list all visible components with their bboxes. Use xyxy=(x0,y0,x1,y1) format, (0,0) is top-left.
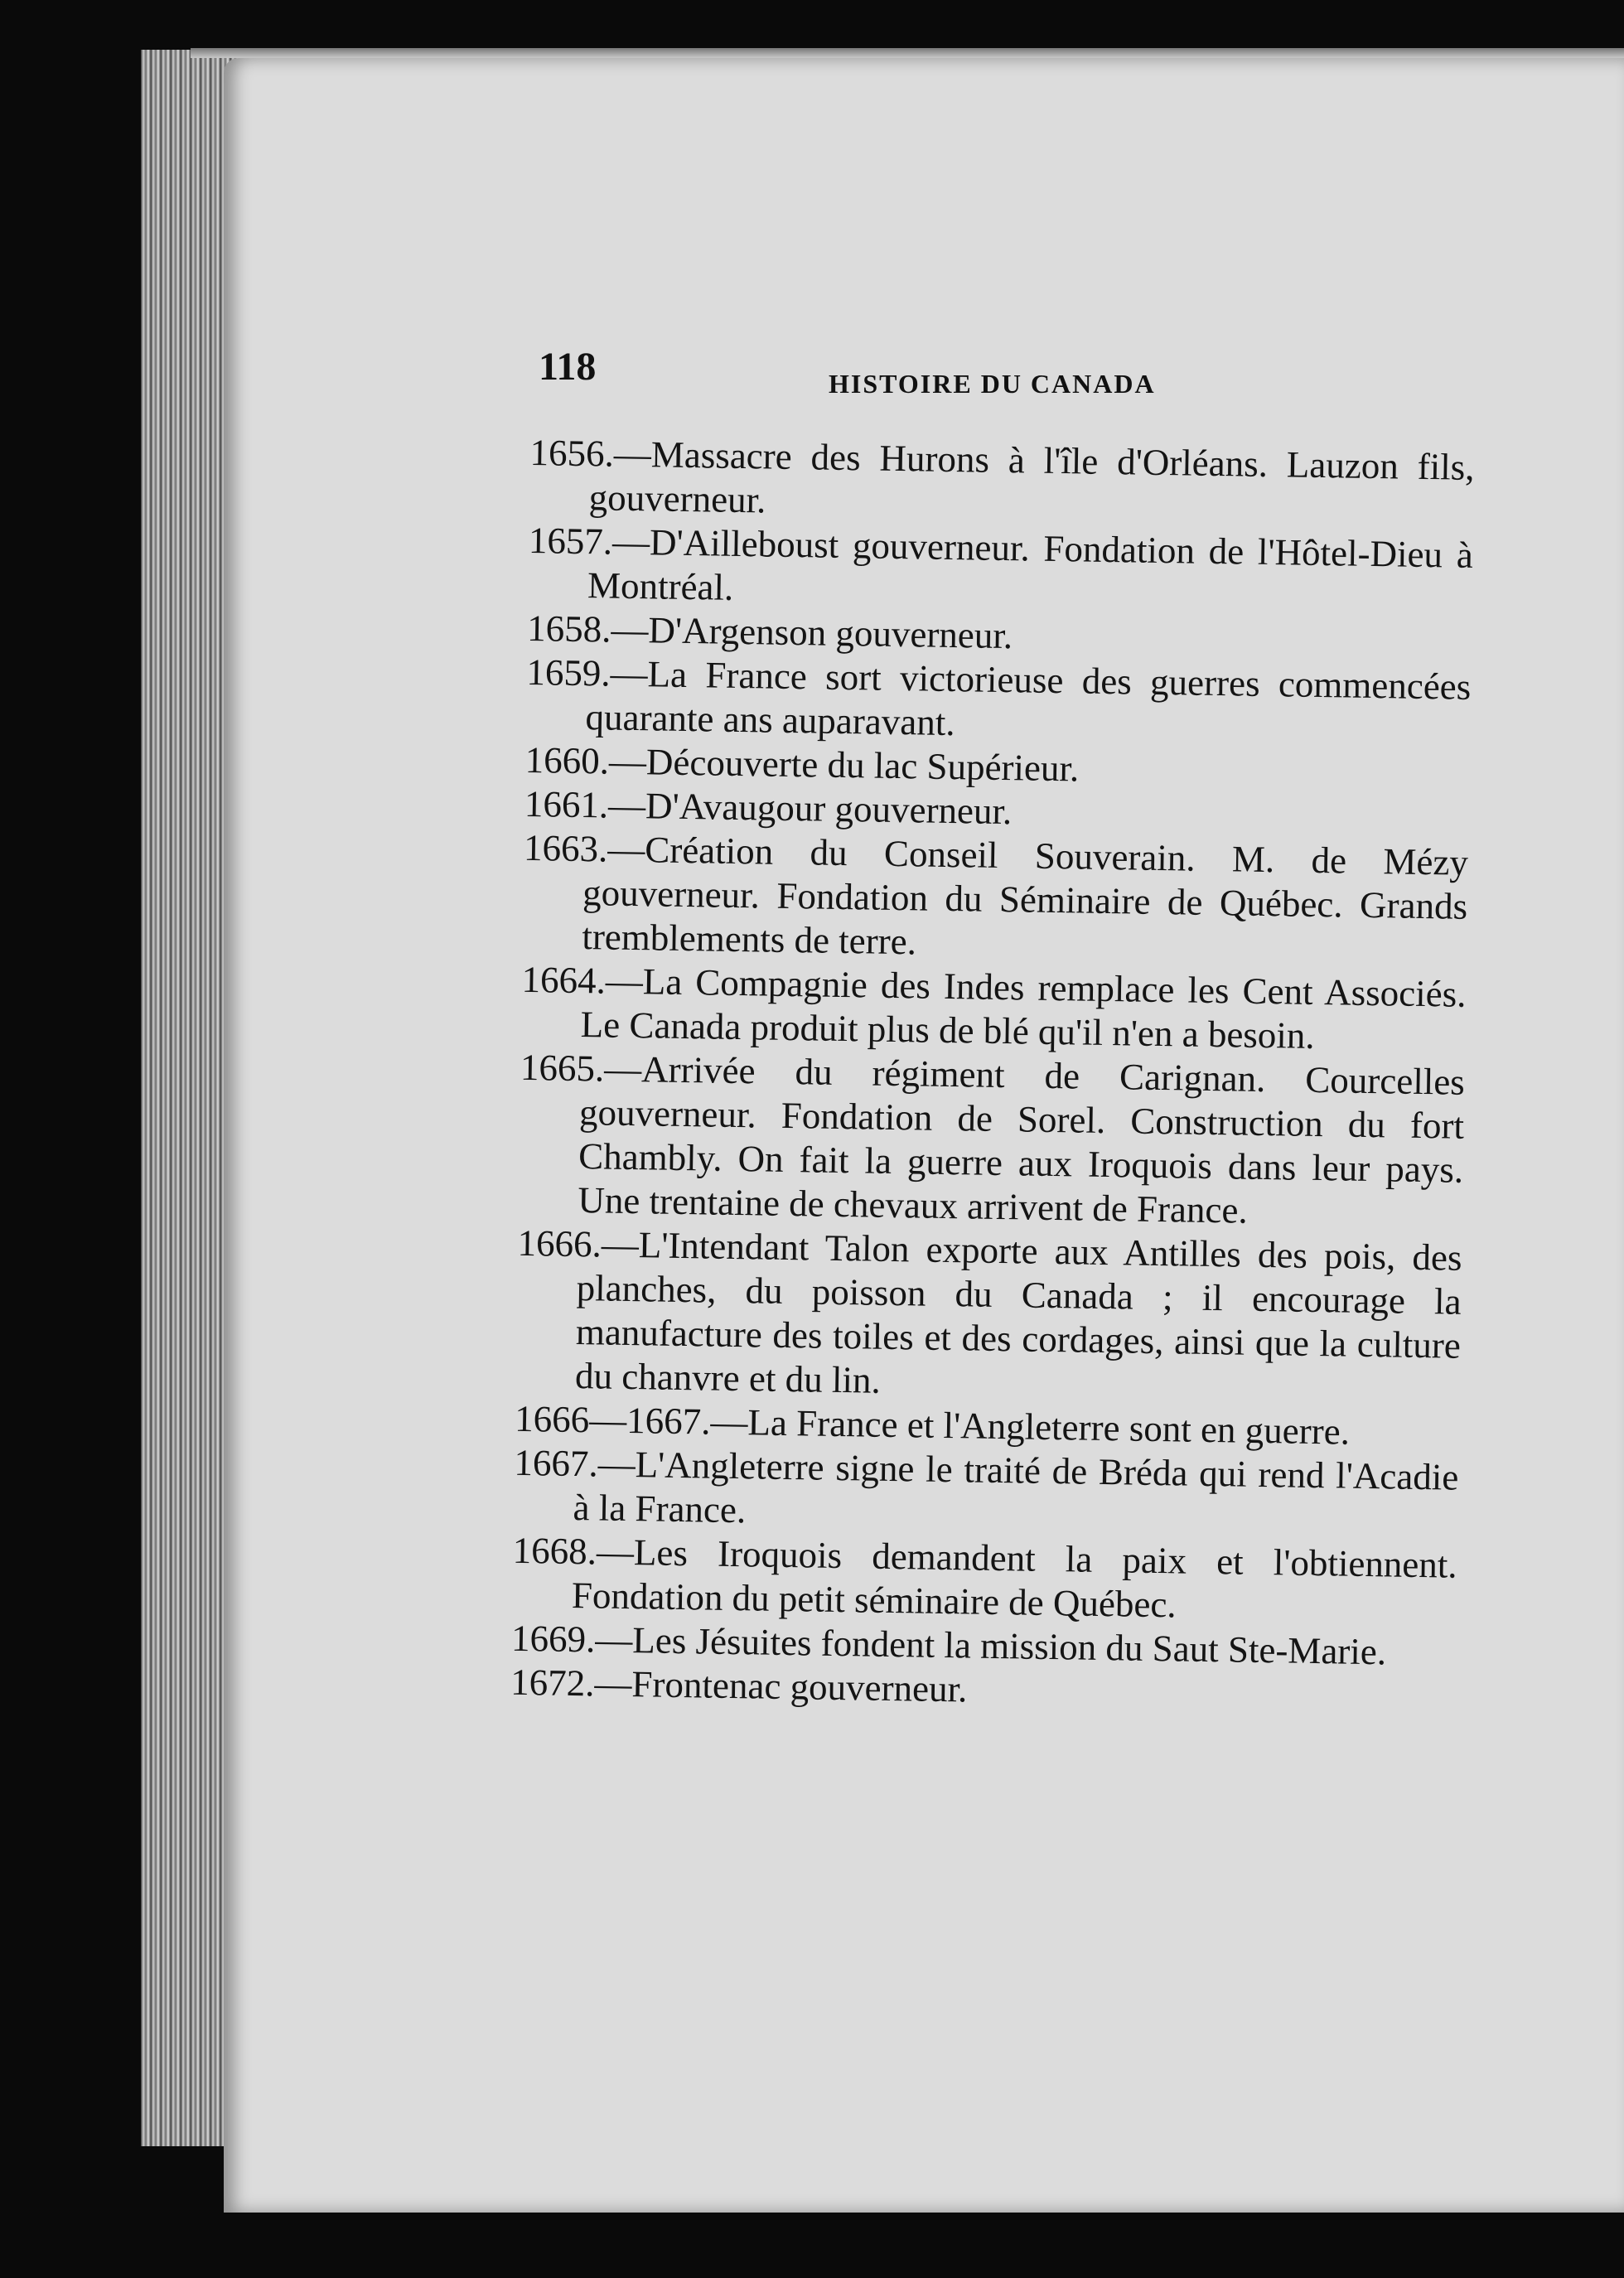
entry-year: 1663. xyxy=(523,826,608,870)
entry-text: —Les Iroquois demandent la paix et l'obtiennent. Fondation du petit séminaire de Québec. xyxy=(571,1531,1458,1626)
entry-year: 1664. xyxy=(521,958,607,1002)
entry-text: —La France sort victorieuse des guerres commencées quarante ans auparavant. xyxy=(585,652,1472,744)
entry-year: 1659. xyxy=(526,651,611,694)
chronology-entry xyxy=(522,826,1468,973)
entry-text: —Massacre des Hurons à l'île d'Orléans. Lauzon fils, gouverneur. xyxy=(588,433,1475,521)
entry-year: 1660. xyxy=(524,738,610,782)
entry-year: 1665. xyxy=(520,1046,605,1090)
entry-text: —D'Ailleboust gouverneur. Fondation de l'Hôtel-Dieu à Montréal. xyxy=(587,520,1474,608)
chronology-entry xyxy=(529,431,1475,534)
chronology-entry xyxy=(513,1441,1459,1544)
entry-year: 1672. xyxy=(510,1661,595,1705)
entry-year: 1661. xyxy=(524,782,609,826)
entry-year: 1658. xyxy=(526,607,611,651)
entry-year: 1668. xyxy=(512,1529,597,1573)
chronology-entry xyxy=(518,1046,1465,1236)
entry-year: 1667. xyxy=(514,1441,599,1485)
book-top-edge xyxy=(191,48,1624,58)
entry-text: —Arrivée du régiment de Carignan. Courcelles gouverneur. Fondation de Sorel. Construction du fort Chambly. On fait la guerre aux Iroquois dans leur pays. Une trentaine de chevaux arrivent de France. xyxy=(578,1047,1466,1231)
entry-text: —L'Intendant Talon exporte aux Antilles des pois, des planches, du poisson du Canada ; il encourage la manufacture des toiles et des cordages, ainsi que la culture du chanvre et du lin. xyxy=(574,1223,1462,1401)
chronology-entry xyxy=(525,651,1472,753)
chronology-entry xyxy=(515,1221,1462,1412)
entry-text: —Les Jésuites fondent la mission du Saut Ste-Marie. xyxy=(594,1618,1387,1673)
entry-year: 1657. xyxy=(528,519,613,563)
chronology-entry xyxy=(520,958,1467,1061)
entry-text: —D'Avaugour gouverneur. xyxy=(607,784,1013,833)
chronology-entry xyxy=(512,1529,1458,1632)
entry-text: —Découverte du lac Supérieur. xyxy=(608,740,1080,790)
entry-text: —Création du Conseil Souverain. M. de Mézy gouverneur. Fondation du Séminaire de Québec. Grands tremblements de terre. xyxy=(582,828,1469,963)
page-number: 118 xyxy=(539,345,597,389)
entry-text: —L'Angleterre signe le traité de Bréda qui rend l'Acadie à la France. xyxy=(573,1443,1459,1531)
entry-text: —Frontenac gouverneur. xyxy=(594,1662,968,1710)
entry-year: 1656. xyxy=(529,431,615,475)
entry-year: 1669. xyxy=(510,1617,596,1661)
entry-year: 1666—1667. xyxy=(514,1397,711,1443)
book-title: HISTOIRE DU CANADA xyxy=(829,369,1156,399)
entry-year: 1666. xyxy=(517,1221,602,1265)
chronology-entry xyxy=(528,519,1474,621)
running-head xyxy=(539,344,1491,410)
entry-text: —La Compagnie des Indes remplace les Cent Associés. Le Canada produit plus de blé qu'il n'en a besoin. xyxy=(580,960,1467,1057)
chronology-list xyxy=(510,431,1475,1719)
entry-text: —La France et l'Angleterre sont en guerre. xyxy=(710,1400,1351,1453)
entry-text: —D'Argenson gouverneur. xyxy=(611,608,1013,657)
